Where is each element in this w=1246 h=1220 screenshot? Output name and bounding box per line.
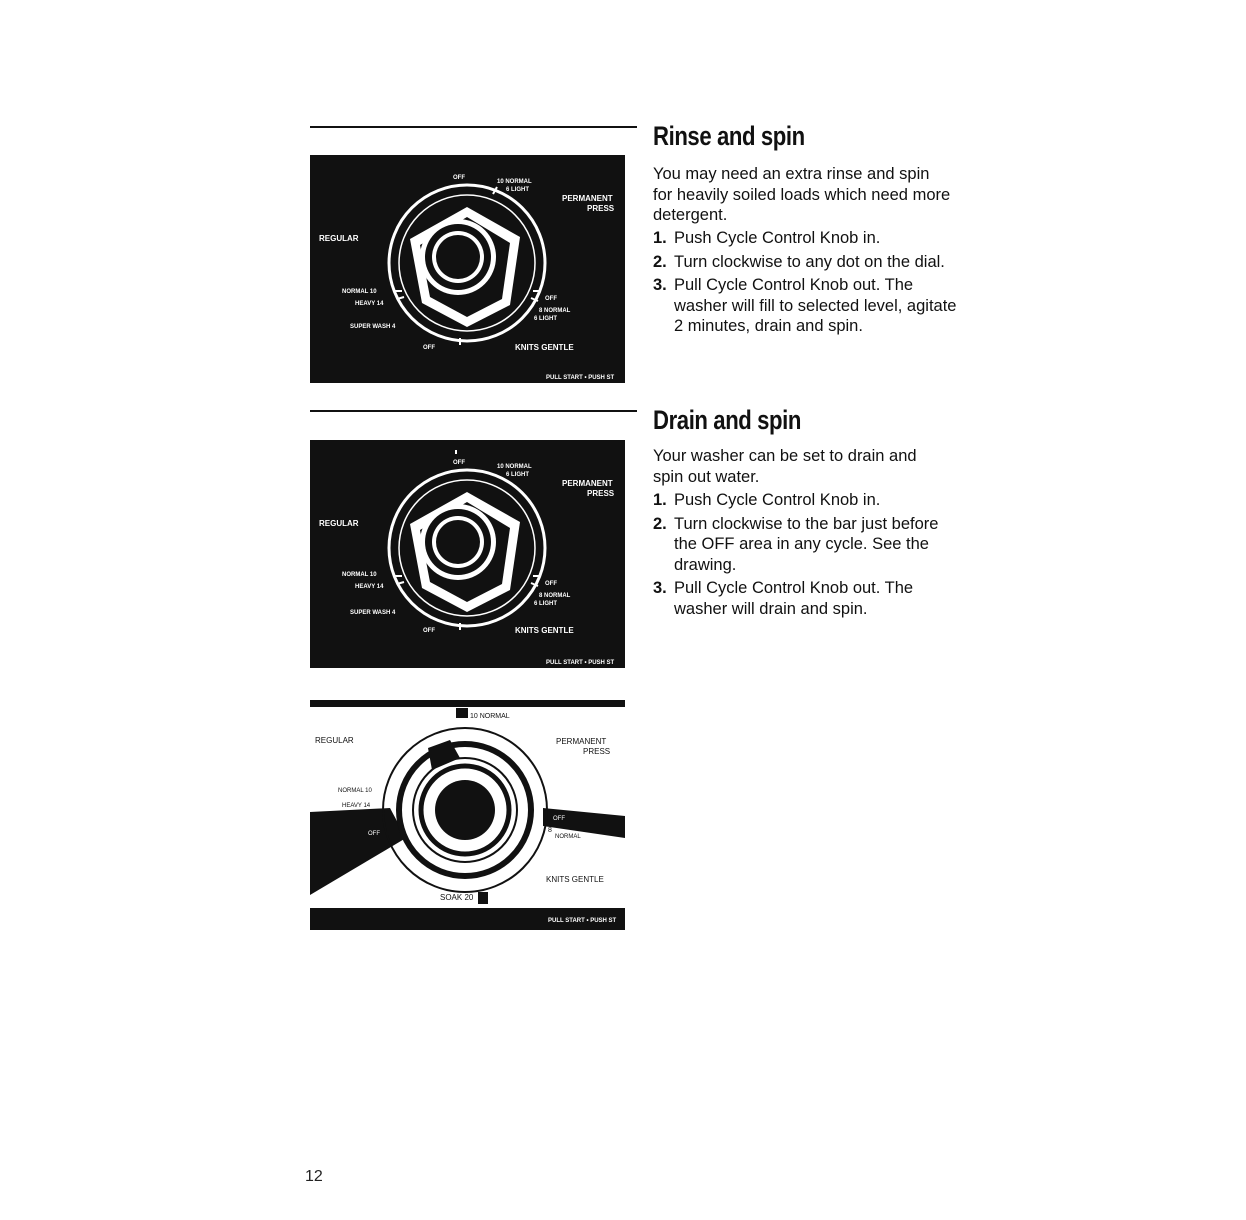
dial-label-off-bottom: OFF — [423, 628, 435, 634]
dial-label-permanent: PERMANENT — [562, 194, 613, 203]
dial-label-press: PRESS — [587, 489, 615, 498]
dial-label-regular: REGULAR — [319, 519, 359, 528]
dial-label-knits-gentle: KNITS GENTLE — [515, 626, 574, 635]
dial-label-knits-gentle: KNITS GENTLE — [515, 343, 574, 352]
dial-label-heavy-14: HEAVY 14 — [342, 803, 371, 809]
divider-rule — [310, 126, 637, 128]
dial-label-regular: REGULAR — [319, 234, 359, 243]
dial-label-pull-start: PULL START • PUSH ST — [546, 375, 615, 381]
drain-section-intro: Your washer can be set to drain and spin out water. — [653, 447, 917, 486]
dial-label-off-right: OFF — [545, 296, 557, 302]
dial-label-6-light-b: 6 LIGHT — [534, 601, 558, 607]
dial-label-10-normal: 10 NORMAL — [497, 464, 532, 470]
dial-label-heavy-14: HEAVY 14 — [355, 584, 384, 590]
dial-label-off-right: OFF — [545, 581, 557, 587]
dial-label-press: PRESS — [587, 204, 615, 213]
step-number: 2. — [653, 514, 667, 533]
dial-label-off-right: OFF — [553, 816, 565, 822]
dial-label-off-left: OFF — [368, 831, 380, 837]
dial-label-heavy-14: HEAVY 14 — [355, 301, 384, 307]
dial-label-6-light: 6 LIGHT — [506, 472, 530, 478]
dial-label-10-normal: 10 NORMAL — [497, 179, 532, 185]
rinse-section-title: Rinse and spin — [653, 121, 805, 151]
dial-label-super-wash: SUPER WASH 4 — [350, 324, 396, 330]
dial-label-8-normal: 8 NORMAL — [539, 593, 571, 599]
dial-label-permanent: PERMANENT — [562, 479, 613, 488]
dial-label-off-bottom: OFF — [423, 345, 435, 351]
dial-label-off: OFF — [453, 460, 465, 466]
dial-label-super-wash: SUPER WASH 4 — [350, 610, 396, 616]
step-text: Turn clockwise to any dot on the dial. — [674, 252, 945, 271]
dial-label-6-light: 6 LIGHT — [506, 187, 530, 193]
list-item — [653, 514, 959, 576]
dial-label-8: 8 — [548, 827, 552, 834]
dial-label-pull-start: PULL START • PUSH ST — [548, 918, 617, 924]
step-text: Push Cycle Control Knob in. — [674, 229, 881, 247]
dial-label-normal-right: NORMAL — [555, 834, 581, 840]
step-text: Pull Cycle Control Knob out. The washer will fill to selected level, agitate 2 minutes, drain and spin. — [674, 276, 957, 335]
step-number: 3. — [653, 579, 667, 597]
list-item — [653, 228, 968, 249]
dial-label-press: PRESS — [583, 747, 611, 756]
dial-label-permanent: PERMANENT — [556, 737, 607, 746]
step-text: Push Cycle Control Knob in. — [674, 491, 881, 509]
dial-illustration-drain — [310, 440, 625, 668]
rinse-steps-list — [653, 228, 968, 340]
dial-illustration-drain-bar — [310, 700, 625, 930]
dial-label-regular: REGULAR — [315, 736, 354, 745]
dial-illustration-rinse — [310, 155, 625, 383]
dial-label-normal-10: NORMAL 10 — [342, 572, 377, 578]
dial-label-6-light-b: 6 LIGHT — [534, 316, 558, 322]
dial-label-10-normal: 10 NORMAL — [470, 713, 510, 720]
divider-rule — [310, 410, 637, 412]
dial-label-pull-start: PULL START • PUSH ST — [546, 660, 615, 666]
rinse-section-intro: You may need an extra rinse and spin for heavily soiled loads which need more detergent. — [653, 165, 951, 224]
dial-label-normal-10: NORMAL 10 — [338, 788, 372, 794]
dial-label-8-normal: 8 NORMAL — [539, 308, 571, 314]
dial-label-soak-20: SOAK 20 — [440, 893, 474, 902]
step-text: Turn clockwise to the bar just before the OFF area in any cycle. See the drawing. — [674, 514, 939, 574]
list-item — [653, 275, 959, 337]
step-number: 1. — [653, 229, 667, 247]
drain-section-title: Drain and spin — [653, 405, 802, 435]
list-item — [653, 252, 968, 273]
list-item — [653, 578, 944, 619]
drain-steps-list — [653, 490, 963, 622]
page-number: 12 — [305, 1168, 323, 1185]
step-number: 3. — [653, 276, 667, 294]
dial-label-off: OFF — [453, 175, 465, 181]
dial-label-knits-gentle: KNITS GENTLE — [546, 875, 604, 884]
list-item — [653, 490, 963, 511]
step-text: Pull Cycle Control Knob out. The washer will drain and spin. — [674, 579, 914, 618]
dial-label-normal-10: NORMAL 10 — [342, 289, 377, 295]
step-number: 1. — [653, 491, 667, 509]
step-number: 2. — [653, 252, 667, 271]
